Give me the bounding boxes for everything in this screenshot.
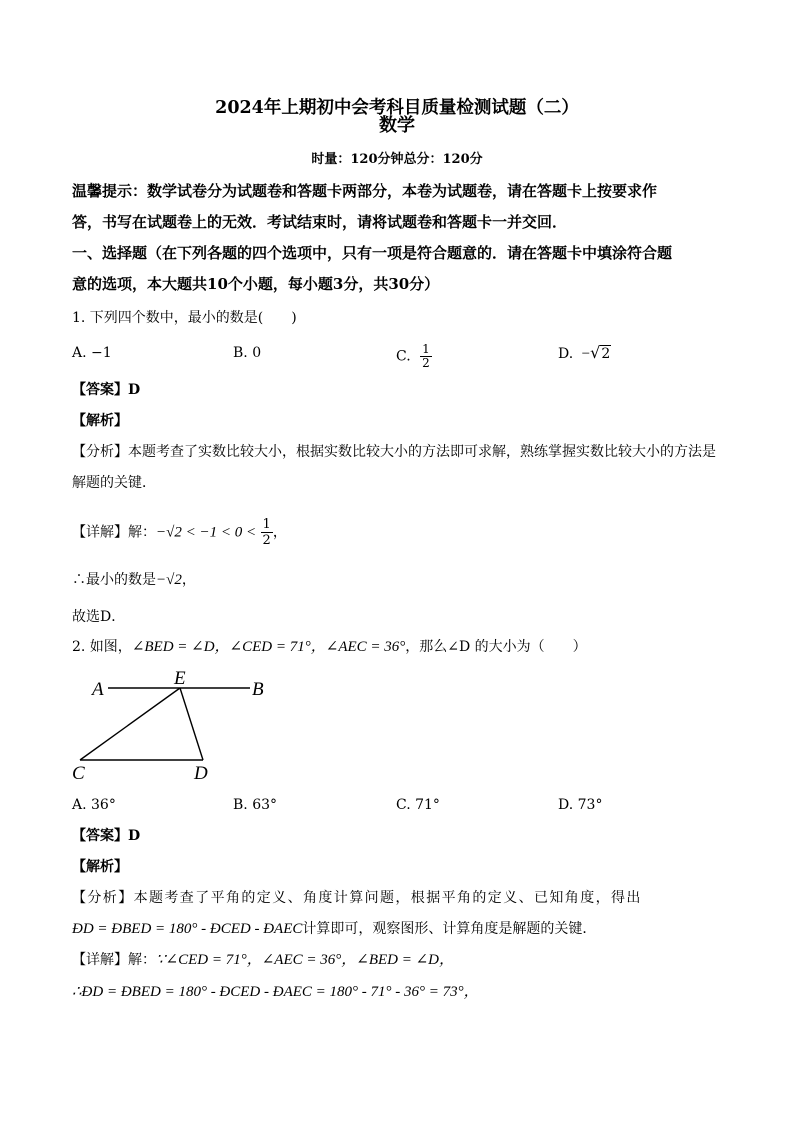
q2-stem-suffix: ，那么∠D 的大小为（ ） [405, 639, 587, 655]
q2-analysis-line-2 [72, 919, 596, 939]
q2-final [72, 982, 479, 1002]
q2-analysis-line-1: 【分析】本题考查了平角的定义、角度计算问题，根据平角的定义、已知角度，得出 [72, 890, 642, 906]
q1-option-d-label: D. [558, 346, 574, 362]
exam-title: 2024年上期初中会考科目质量检测试题（二） [215, 98, 579, 118]
label-c: C [72, 763, 85, 784]
q1-option-d [558, 343, 611, 364]
q2-analysis-text: 计算即可，观察图形、计算角度是解题的关键． [302, 921, 597, 937]
label-e: E [174, 668, 186, 689]
q1-stem: 1. 下列四个数中，最小的数是( ) [72, 310, 297, 326]
label-b: B [252, 679, 264, 700]
q1-conclusion [72, 570, 196, 590]
q2-stem-prefix: 2. 如图， [72, 639, 132, 655]
q1-detail [72, 517, 287, 548]
q1-detail-expression: −√2 < −1 < 0 < [156, 524, 257, 541]
q2-figure [70, 664, 280, 784]
fraction-numerator: 1 [422, 342, 430, 356]
q2-stem-math: ∠BED = ∠D，∠CED = 71°，∠AEC = 36° [131, 639, 406, 655]
q1-choose: 故选D． [72, 609, 126, 625]
q2-detail [72, 950, 454, 970]
q1-option-c [396, 343, 432, 370]
label-d: D [194, 763, 208, 784]
q1-analysis-line-2: 解题的关键． [72, 475, 156, 491]
q2-stem [72, 637, 587, 657]
q1-conclusion-expression: −√2 [156, 572, 182, 588]
q1-analysis-line-1: 【分析】本题考查了实数比较大小，根据实数比较大小的方法即可求解，熟练掌握实数比较大小的方法是 [72, 444, 716, 460]
fraction-denominator: 2 [262, 533, 271, 548]
q2-option-c: C. 71° [396, 797, 440, 813]
fraction-numerator: 1 [262, 517, 271, 532]
q1-conclusion-suffix: ， [181, 572, 196, 588]
q2-analysis-math: ÐD = ÐBED = 180° - ÐCED - ÐAEC [72, 921, 303, 937]
q1-detail-prefix: 【详解】解： [72, 524, 156, 541]
section-1-line-1: 一、选择题（在下列各题的四个选项中，只有一项是符合题意的．请在答题卡中填涂符合题 [72, 244, 673, 262]
fraction-denominator: 2 [422, 356, 430, 370]
q2-analysis-title: 【解析】 [72, 859, 128, 875]
q1-analysis-title: 【解析】 [72, 413, 128, 429]
q2-detail-prefix: 【详解】解： [72, 952, 156, 968]
q1-option-a: A. −1 [72, 345, 112, 361]
q2-option-b: B. 63° [233, 797, 278, 813]
time-info: 时量：120分钟总分：120分 [311, 152, 483, 167]
q2-detail-math: ∵∠CED = 71°，∠AEC = 36°，∠BED = ∠D， [156, 952, 455, 968]
section-1-line-2: 意的选项，本大题共10个小题，每小题3分，共30分） [72, 275, 440, 293]
hint-line-2: 答，书写在试题卷上的无效．考试结束时，请将试题卷和答题卡一并交回． [72, 213, 568, 231]
q1-option-c-label: C. [396, 348, 411, 365]
q1-option-d-sign: − [581, 346, 591, 362]
q2-option-d: D. 73° [558, 797, 603, 813]
q1-detail-suffix: ， [272, 524, 287, 541]
hint-line-1: 温馨提示：数学试卷分为试题卷和答题卡两部分，本卷为试题卷，请在答题卡上按要求作 [72, 182, 658, 200]
q2-option-a: A. 36° [72, 797, 116, 813]
q1-option-c-fraction [420, 343, 432, 370]
sqrt-icon: √ [590, 343, 601, 362]
q1-conclusion-prefix: ∴最小的数是 [72, 572, 156, 588]
label-a: A [92, 679, 104, 700]
q2-final-math: ∴ÐD = ÐBED = 180° - ÐCED - ÐAEC = 180° - 71° - 36° = 73°， [72, 984, 479, 1000]
subject-title: 数学 [379, 115, 415, 136]
q1-detail-fraction [261, 517, 273, 548]
line-ed [180, 688, 203, 760]
q2-answer: 【答案】D [72, 828, 141, 844]
q1-answer: 【答案】D [72, 382, 141, 398]
q1-option-b: B. 0 [233, 345, 262, 361]
q1-option-d-radicand: 2 [601, 346, 611, 362]
